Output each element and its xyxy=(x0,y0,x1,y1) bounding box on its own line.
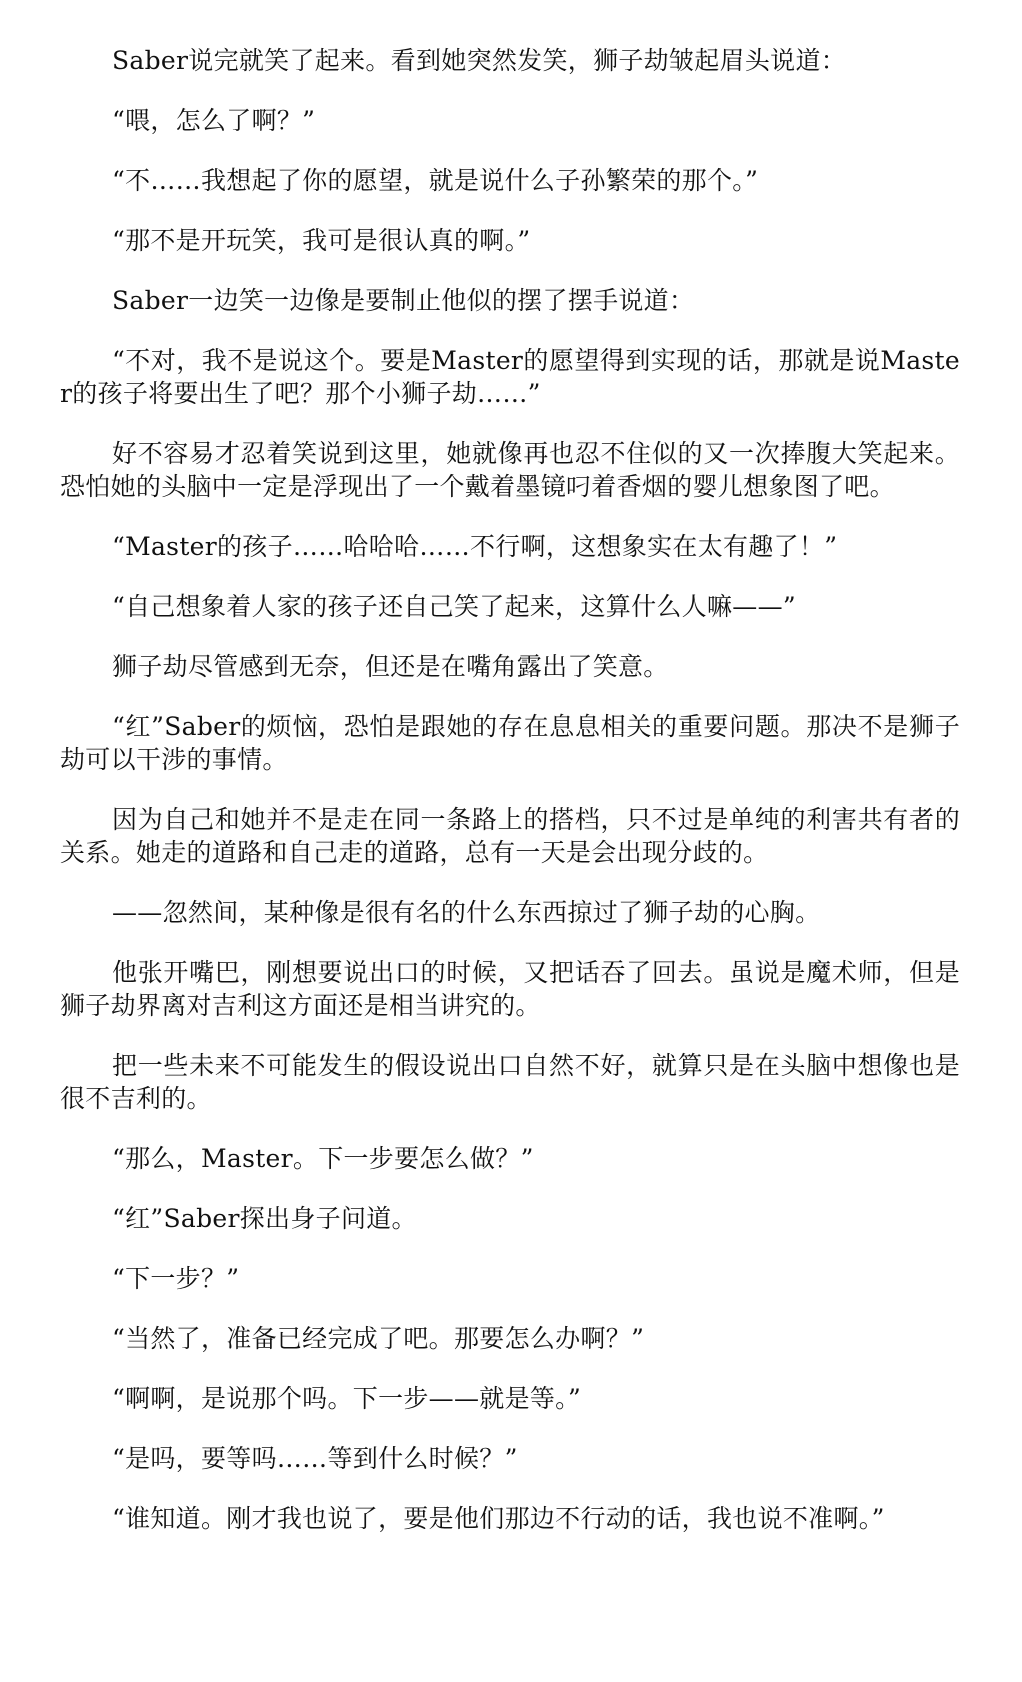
paragraph-7: 好不容易才忍着笑说到这里，她就像再也忍不住似的又一次捧腹大笑起来。恐怕她的头脑中一定是浮现出了一个戴着墨镜叼着香烟的婴儿想象图了吧。 xyxy=(60,439,960,501)
paragraph-18: “下一步？” xyxy=(112,1264,240,1293)
paragraph-16: “那么，Master。下一步要怎么做？” xyxy=(112,1144,534,1173)
paragraph-19: “当然了，准备已经完成了吧。那要怎么办啊？” xyxy=(112,1324,645,1353)
paragraph-9: “自己想象着人家的孩子还自己笑了起来，这算什么人嘛——” xyxy=(112,592,796,621)
paragraph-1: Saber说完就笑了起来。看到她突然发笑，狮子劫皱起眉头说道： xyxy=(112,46,847,75)
paragraph-12: 因为自己和她并不是走在同一条路上的搭档，只不过是单纯的利害共有者的关系。她走的道路和自己走的道路，总有一天是会出现分歧的。 xyxy=(60,805,960,867)
paragraph-11: “红”Saber的烦恼，恐怕是跟她的存在息息相关的重要问题。那决不是狮子劫可以干涉的事情。 xyxy=(60,712,960,774)
paragraph-20: “啊啊，是说那个吗。下一步——就是等。” xyxy=(112,1384,582,1413)
paragraph-3: “不……我想起了你的愿望，就是说什么子孙繁荣的那个。” xyxy=(112,166,759,195)
paragraph-5: Saber一边笑一边像是要制止他似的摆了摆手说道： xyxy=(112,286,695,315)
paragraph-8: “Master的孩子……哈哈哈……不行啊，这想象实在太有趣了！” xyxy=(112,532,838,561)
paragraph-22: “谁知道。刚才我也说了，要是他们那边不行动的话，我也说不准啊。” xyxy=(112,1504,885,1533)
paragraph-6: “不对，我不是说这个。要是Master的愿望得到实现的话，那就是说Master的孩子将要出生了吧？那个小狮子劫……” xyxy=(60,346,960,408)
paragraph-17: “红”Saber探出身子问道。 xyxy=(112,1204,417,1233)
paragraph-2: “喂，怎么了啊？” xyxy=(112,106,316,135)
paragraph-21: “是吗，要等吗……等到什么时候？” xyxy=(112,1444,518,1473)
paragraph-14: 他张开嘴巴，刚想要说出口的时候，又把话吞了回去。虽说是魔术师，但是狮子劫界离对吉利这方面还是相当讲究的。 xyxy=(60,958,960,1020)
paragraph-13: ——忽然间，某种像是很有名的什么东西掠过了狮子劫的心胸。 xyxy=(112,898,821,927)
paragraph-10: 狮子劫尽管感到无奈，但还是在嘴角露出了笑意。 xyxy=(112,652,669,681)
paragraph-4: “那不是开玩笑，我可是很认真的啊。” xyxy=(112,226,531,255)
paragraph-15: 把一些未来不可能发生的假设说出口自然不好，就算只是在头脑中想像也是很不吉利的。 xyxy=(60,1051,960,1113)
